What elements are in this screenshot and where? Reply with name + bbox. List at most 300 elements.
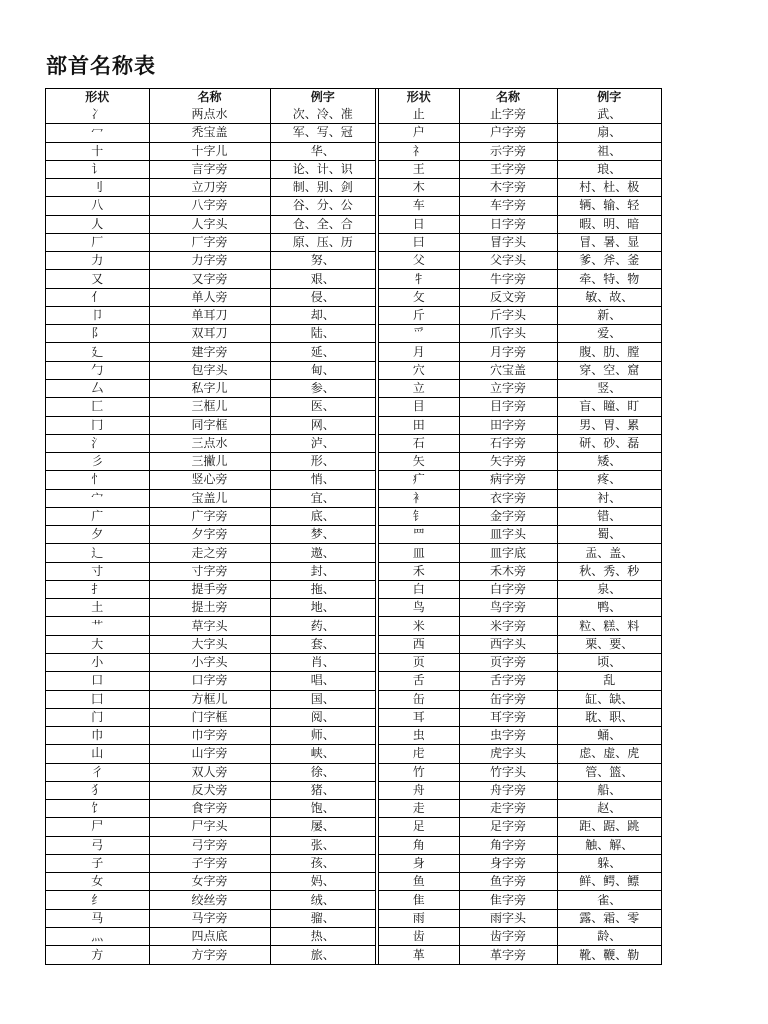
table-row	[46, 544, 375, 562]
radical-name-cell: 革字旁	[459, 946, 557, 964]
example-chars-cell: 延、	[270, 343, 375, 361]
example-chars-cell: 封、	[270, 562, 375, 580]
radical-shape-cell: 疒	[379, 471, 459, 489]
example-chars-cell: 疼、	[557, 471, 661, 489]
radical-name-cell: 竖心旁	[149, 471, 270, 489]
radical-name-cell: 日字旁	[459, 215, 557, 233]
example-chars-cell: 爹、斧、釜	[557, 252, 661, 270]
radical-shape-cell: 缶	[379, 690, 459, 708]
radical-shape-cell: 白	[379, 580, 459, 598]
example-chars-cell: 骝、	[270, 909, 375, 927]
example-chars-cell: 赵、	[557, 800, 661, 818]
table-row	[379, 325, 661, 343]
example-chars-cell: 顷、	[557, 653, 661, 671]
table-row	[379, 672, 661, 690]
example-chars-cell: 栗、要、	[557, 635, 661, 653]
example-chars-cell: 制、别、剑	[270, 179, 375, 197]
radical-shape-cell: 八	[46, 197, 149, 215]
radical-name-cell: 米字旁	[459, 617, 557, 635]
radical-name-cell: 反犬旁	[149, 781, 270, 799]
radical-name-cell: 小字头	[149, 653, 270, 671]
table-row	[379, 379, 661, 397]
radical-name-cell: 四点底	[149, 927, 270, 945]
radical-name-cell: 缶字旁	[459, 690, 557, 708]
example-chars-cell: 靴、鞭、勒	[557, 946, 661, 964]
example-chars-cell: 龄、	[557, 927, 661, 945]
example-chars-cell: 却、	[270, 306, 375, 324]
radical-shape-cell: 舌	[379, 672, 459, 690]
table-row	[379, 507, 661, 525]
table-row	[46, 891, 375, 909]
radical-name-cell: 虎字头	[459, 745, 557, 763]
table-row	[46, 453, 375, 471]
radical-name-cell: 鱼字旁	[459, 873, 557, 891]
radical-name-cell: 衣字旁	[459, 489, 557, 507]
radical-shape-cell: 宀	[46, 489, 149, 507]
radical-shape-cell: 马	[46, 909, 149, 927]
table-row	[46, 343, 375, 361]
table-row	[379, 398, 661, 416]
radical-shape-cell: 彡	[46, 453, 149, 471]
radical-name-cell: 包字头	[149, 361, 270, 379]
table-row	[46, 580, 375, 598]
example-chars-cell: 辆、输、轻	[557, 197, 661, 215]
example-chars-cell: 扇、	[557, 124, 661, 142]
radical-name-cell: 食字旁	[149, 800, 270, 818]
table-row	[46, 745, 375, 763]
radical-shape-cell: 厶	[46, 379, 149, 397]
example-chars-cell: 师、	[270, 727, 375, 745]
table-row	[46, 617, 375, 635]
example-chars-cell: 矮、	[557, 453, 661, 471]
header-example: 例字	[557, 89, 661, 106]
radical-name-cell: 两点水	[149, 106, 270, 124]
radical-name-cell: 方框儿	[149, 690, 270, 708]
radical-shape-cell: 隹	[379, 891, 459, 909]
example-chars-cell: 妈、	[270, 873, 375, 891]
example-chars-cell: 村、杜、极	[557, 179, 661, 197]
table-row	[379, 106, 661, 124]
radical-name-cell: 夕字旁	[149, 526, 270, 544]
radical-shape-cell: 卩	[46, 306, 149, 324]
table-row	[46, 434, 375, 452]
radical-shape-cell: 鸟	[379, 599, 459, 617]
example-chars-cell: 拖、	[270, 580, 375, 598]
radical-shape-cell: 山	[46, 745, 149, 763]
radical-name-cell: 鸟字旁	[459, 599, 557, 617]
example-chars-cell: 峡、	[270, 745, 375, 763]
radical-shape-cell: 止	[379, 106, 459, 124]
radical-name-cell: 禾木旁	[459, 562, 557, 580]
radical-shape-cell: 子	[46, 854, 149, 872]
example-chars-cell: 套、	[270, 635, 375, 653]
table-row	[46, 836, 375, 854]
example-chars-cell: 华、	[270, 142, 375, 160]
example-chars-cell: 饱、	[270, 800, 375, 818]
radical-name-cell: 单耳刀	[149, 306, 270, 324]
radical-name-cell: 户字旁	[459, 124, 557, 142]
table-row	[46, 727, 375, 745]
example-chars-cell: 地、	[270, 599, 375, 617]
radical-shape-cell: 禾	[379, 562, 459, 580]
example-chars-cell: 网、	[270, 416, 375, 434]
example-chars-cell: 陆、	[270, 325, 375, 343]
radical-shape-cell: 目	[379, 398, 459, 416]
table-row	[379, 599, 661, 617]
radical-name-cell: 牛字旁	[459, 270, 557, 288]
radical-shape-cell: 十	[46, 142, 149, 160]
example-chars-cell: 距、踞、跳	[557, 818, 661, 836]
radical-name-cell: 隹字旁	[459, 891, 557, 909]
radical-name-cell: 斤字头	[459, 306, 557, 324]
table-row	[379, 306, 661, 324]
table-row	[379, 215, 661, 233]
example-chars-cell: 敏、故、	[557, 288, 661, 306]
example-chars-cell: 参、	[270, 379, 375, 397]
radical-shape-cell: 木	[379, 179, 459, 197]
radical-name-cell: 双耳刀	[149, 325, 270, 343]
radical-shape-cell: 日	[379, 215, 459, 233]
example-chars-cell: 蛹、	[557, 727, 661, 745]
radical-shape-cell: 夕	[46, 526, 149, 544]
radical-name-cell: 示字旁	[459, 142, 557, 160]
table-row	[46, 160, 375, 178]
radical-name-cell: 角字旁	[459, 836, 557, 854]
table-row	[46, 708, 375, 726]
table-row	[379, 343, 661, 361]
radical-shape-cell: 冖	[46, 124, 149, 142]
radical-shape-cell: 囗	[46, 690, 149, 708]
example-chars-cell: 触、解、	[557, 836, 661, 854]
radical-shape-cell: 罒	[379, 526, 459, 544]
radical-shape-cell: 田	[379, 416, 459, 434]
radical-name-cell: 人字头	[149, 215, 270, 233]
table-row	[379, 690, 661, 708]
radical-shape-cell: 彳	[46, 763, 149, 781]
radical-shape-cell: 皿	[379, 544, 459, 562]
table-row	[379, 635, 661, 653]
radical-name-cell: 尸字头	[149, 818, 270, 836]
radical-shape-cell: 厂	[46, 233, 149, 251]
radical-name-cell: 王字旁	[459, 160, 557, 178]
radical-shape-cell: 又	[46, 270, 149, 288]
radical-shape-cell: 王	[379, 160, 459, 178]
radical-shape-cell: 匚	[46, 398, 149, 416]
table-row	[379, 361, 661, 379]
radical-name-cell: 同字框	[149, 416, 270, 434]
radical-table-right	[379, 89, 661, 964]
radical-shape-cell: 尸	[46, 818, 149, 836]
table-row	[379, 909, 661, 927]
table-row	[46, 653, 375, 671]
example-chars-cell: 琅、	[557, 160, 661, 178]
table-row	[46, 818, 375, 836]
radical-shape-cell: 雨	[379, 909, 459, 927]
example-chars-cell: 雀、	[557, 891, 661, 909]
radical-name-cell: 大字头	[149, 635, 270, 653]
radical-name-cell: 皿字底	[459, 544, 557, 562]
radical-shape-cell: 女	[46, 873, 149, 891]
radical-name-cell: 车字旁	[459, 197, 557, 215]
example-chars-cell: 形、	[270, 453, 375, 471]
table-row	[46, 489, 375, 507]
radical-name-cell: 石字旁	[459, 434, 557, 452]
table-row	[379, 562, 661, 580]
table-row	[379, 233, 661, 251]
radical-name-cell: 口字旁	[149, 672, 270, 690]
example-chars-cell: 武、	[557, 106, 661, 124]
radical-shape-cell: 方	[46, 946, 149, 964]
example-chars-cell: 缸、缺、	[557, 690, 661, 708]
example-chars-cell: 新、	[557, 306, 661, 324]
radical-shape-cell: 车	[379, 197, 459, 215]
radical-name-cell: 月字旁	[459, 343, 557, 361]
radical-shape-cell: 米	[379, 617, 459, 635]
radical-table	[45, 88, 662, 965]
radical-name-cell: 提土旁	[149, 599, 270, 617]
example-chars-cell: 乱	[557, 672, 661, 690]
radical-shape-cell: 讠	[46, 160, 149, 178]
example-chars-cell: 原、压、历	[270, 233, 375, 251]
table-row	[379, 727, 661, 745]
radical-shape-cell: 爫	[379, 325, 459, 343]
table-row	[379, 197, 661, 215]
radical-shape-cell: 齿	[379, 927, 459, 945]
radical-shape-cell: 饣	[46, 800, 149, 818]
radical-name-cell: 子字旁	[149, 854, 270, 872]
radical-shape-cell: 灬	[46, 927, 149, 945]
radical-shape-cell: 艹	[46, 617, 149, 635]
radical-shape-cell: 人	[46, 215, 149, 233]
table-row	[46, 800, 375, 818]
radical-name-cell: 白字旁	[459, 580, 557, 598]
radical-shape-cell: 牜	[379, 270, 459, 288]
radical-shape-cell: 石	[379, 434, 459, 452]
radical-shape-cell: 穴	[379, 361, 459, 379]
radical-name-cell: 草字头	[149, 617, 270, 635]
header-name: 名称	[459, 89, 557, 106]
example-chars-cell: 侵、	[270, 288, 375, 306]
radical-name-cell: 山字旁	[149, 745, 270, 763]
example-chars-cell: 错、	[557, 507, 661, 525]
radical-name-cell: 虫字旁	[459, 727, 557, 745]
radical-name-cell: 力字旁	[149, 252, 270, 270]
table-row	[379, 160, 661, 178]
example-chars-cell: 热、	[270, 927, 375, 945]
radical-shape-cell: 弓	[46, 836, 149, 854]
header-shape: 形状	[46, 89, 149, 106]
radical-name-cell: 立刀旁	[149, 179, 270, 197]
radical-shape-cell: 月	[379, 343, 459, 361]
example-chars-cell: 牵、特、物	[557, 270, 661, 288]
example-chars-cell: 猪、	[270, 781, 375, 799]
radical-name-cell: 双人旁	[149, 763, 270, 781]
radical-shape-cell: 攵	[379, 288, 459, 306]
table-row	[379, 179, 661, 197]
radical-name-cell: 木字旁	[459, 179, 557, 197]
radical-name-cell: 巾字旁	[149, 727, 270, 745]
radical-name-cell: 西字头	[459, 635, 557, 653]
table-row	[379, 288, 661, 306]
example-chars-cell: 遨、	[270, 544, 375, 562]
header-row	[46, 89, 375, 106]
table-row	[46, 562, 375, 580]
radical-shape-cell: 冫	[46, 106, 149, 124]
table-row	[379, 252, 661, 270]
radical-table-left	[46, 89, 375, 964]
table-row	[46, 106, 375, 124]
example-chars-cell: 孩、	[270, 854, 375, 872]
radical-shape-cell: 耳	[379, 708, 459, 726]
example-chars-cell: 唱、	[270, 672, 375, 690]
header-example: 例字	[270, 89, 375, 106]
radical-shape-cell: 力	[46, 252, 149, 270]
table-row	[379, 453, 661, 471]
example-chars-cell: 男、胃、累	[557, 416, 661, 434]
table-row	[46, 781, 375, 799]
example-chars-cell: 爱、	[557, 325, 661, 343]
example-chars-cell: 粒、糕、料	[557, 617, 661, 635]
table-row	[379, 544, 661, 562]
radical-shape-cell: 大	[46, 635, 149, 653]
radical-shape-cell: 忄	[46, 471, 149, 489]
radical-name-cell: 竹字头	[459, 763, 557, 781]
table-row	[379, 836, 661, 854]
table-row	[46, 416, 375, 434]
table-row	[46, 690, 375, 708]
example-chars-cell: 躲、	[557, 854, 661, 872]
radical-name-cell: 田字旁	[459, 416, 557, 434]
radical-shape-cell: 礻	[379, 142, 459, 160]
radical-shape-cell: 扌	[46, 580, 149, 598]
table-row	[46, 763, 375, 781]
radical-name-cell: 走字旁	[459, 800, 557, 818]
example-chars-cell: 穿、空、窟	[557, 361, 661, 379]
radical-name-cell: 足字旁	[459, 818, 557, 836]
table-row	[46, 124, 375, 142]
example-chars-cell: 医、	[270, 398, 375, 416]
example-chars-cell: 管、篮、	[557, 763, 661, 781]
header-shape: 形状	[379, 89, 459, 106]
table-row	[46, 946, 375, 964]
radical-name-cell: 三框儿	[149, 398, 270, 416]
table-row	[46, 379, 375, 397]
example-chars-cell: 药、	[270, 617, 375, 635]
table-row	[46, 672, 375, 690]
example-chars-cell: 屡、	[270, 818, 375, 836]
radical-shape-cell: 小	[46, 653, 149, 671]
table-row	[379, 270, 661, 288]
example-chars-cell: 次、冷、准	[270, 106, 375, 124]
radical-shape-cell: 走	[379, 800, 459, 818]
radical-name-cell: 广字旁	[149, 507, 270, 525]
example-chars-cell: 盲、瞳、盯	[557, 398, 661, 416]
example-chars-cell: 船、	[557, 781, 661, 799]
example-chars-cell: 虑、虚、虎	[557, 745, 661, 763]
table-row	[379, 927, 661, 945]
radical-name-cell: 金字旁	[459, 507, 557, 525]
example-chars-cell: 竖、	[557, 379, 661, 397]
example-chars-cell: 悄、	[270, 471, 375, 489]
radical-name-cell: 私字儿	[149, 379, 270, 397]
table-row	[46, 215, 375, 233]
example-chars-cell: 泸、	[270, 434, 375, 452]
radical-shape-cell: 虫	[379, 727, 459, 745]
table-row	[46, 635, 375, 653]
radical-name-cell: 女字旁	[149, 873, 270, 891]
table-row	[46, 909, 375, 927]
radical-name-cell: 建字旁	[149, 343, 270, 361]
radical-name-cell: 目字旁	[459, 398, 557, 416]
table-row	[46, 142, 375, 160]
example-chars-cell: 衬、	[557, 489, 661, 507]
radical-shape-cell: 革	[379, 946, 459, 964]
radical-name-cell: 八字旁	[149, 197, 270, 215]
table-row	[46, 270, 375, 288]
radical-shape-cell: 身	[379, 854, 459, 872]
example-chars-cell: 努、	[270, 252, 375, 270]
radical-shape-cell: 立	[379, 379, 459, 397]
radical-shape-cell: 刂	[46, 179, 149, 197]
radical-shape-cell: 舟	[379, 781, 459, 799]
table-row	[379, 580, 661, 598]
example-chars-cell: 阅、	[270, 708, 375, 726]
radical-name-cell: 父字头	[459, 252, 557, 270]
radical-name-cell: 矢字旁	[459, 453, 557, 471]
table-row	[379, 818, 661, 836]
page-title: 部首名称表	[46, 54, 156, 78]
radical-name-cell: 止字旁	[459, 106, 557, 124]
example-chars-cell: 泉、	[557, 580, 661, 598]
table-row	[379, 142, 661, 160]
radical-shape-cell: 虍	[379, 745, 459, 763]
radical-name-cell: 冒字头	[459, 233, 557, 251]
table-row	[46, 325, 375, 343]
radical-shape-cell: 广	[46, 507, 149, 525]
radical-name-cell: 穴宝盖	[459, 361, 557, 379]
example-chars-cell: 军、写、冠	[270, 124, 375, 142]
example-chars-cell: 张、	[270, 836, 375, 854]
example-chars-cell: 蜀、	[557, 526, 661, 544]
table-row	[46, 398, 375, 416]
radical-shape-cell: 足	[379, 818, 459, 836]
radical-name-cell: 马字旁	[149, 909, 270, 927]
example-chars-cell: 耽、职、	[557, 708, 661, 726]
radical-shape-cell: 犭	[46, 781, 149, 799]
radical-name-cell: 走之旁	[149, 544, 270, 562]
radical-name-cell: 舟字旁	[459, 781, 557, 799]
radical-shape-cell: 巾	[46, 727, 149, 745]
radical-name-cell: 厂字旁	[149, 233, 270, 251]
table-row	[46, 471, 375, 489]
example-chars-cell: 盂、盖、	[557, 544, 661, 562]
table-row	[46, 599, 375, 617]
table-row	[379, 745, 661, 763]
example-chars-cell: 梦、	[270, 526, 375, 544]
radical-shape-cell: 辶	[46, 544, 149, 562]
radical-shape-cell: 氵	[46, 434, 149, 452]
radical-shape-cell: 户	[379, 124, 459, 142]
radical-shape-cell: 页	[379, 653, 459, 671]
radical-shape-cell: 衤	[379, 489, 459, 507]
example-chars-cell: 甸、	[270, 361, 375, 379]
table-row	[379, 800, 661, 818]
radical-shape-cell: 矢	[379, 453, 459, 471]
table-row	[46, 252, 375, 270]
table-row	[379, 489, 661, 507]
example-chars-cell: 宜、	[270, 489, 375, 507]
radical-shape-cell: 曰	[379, 233, 459, 251]
